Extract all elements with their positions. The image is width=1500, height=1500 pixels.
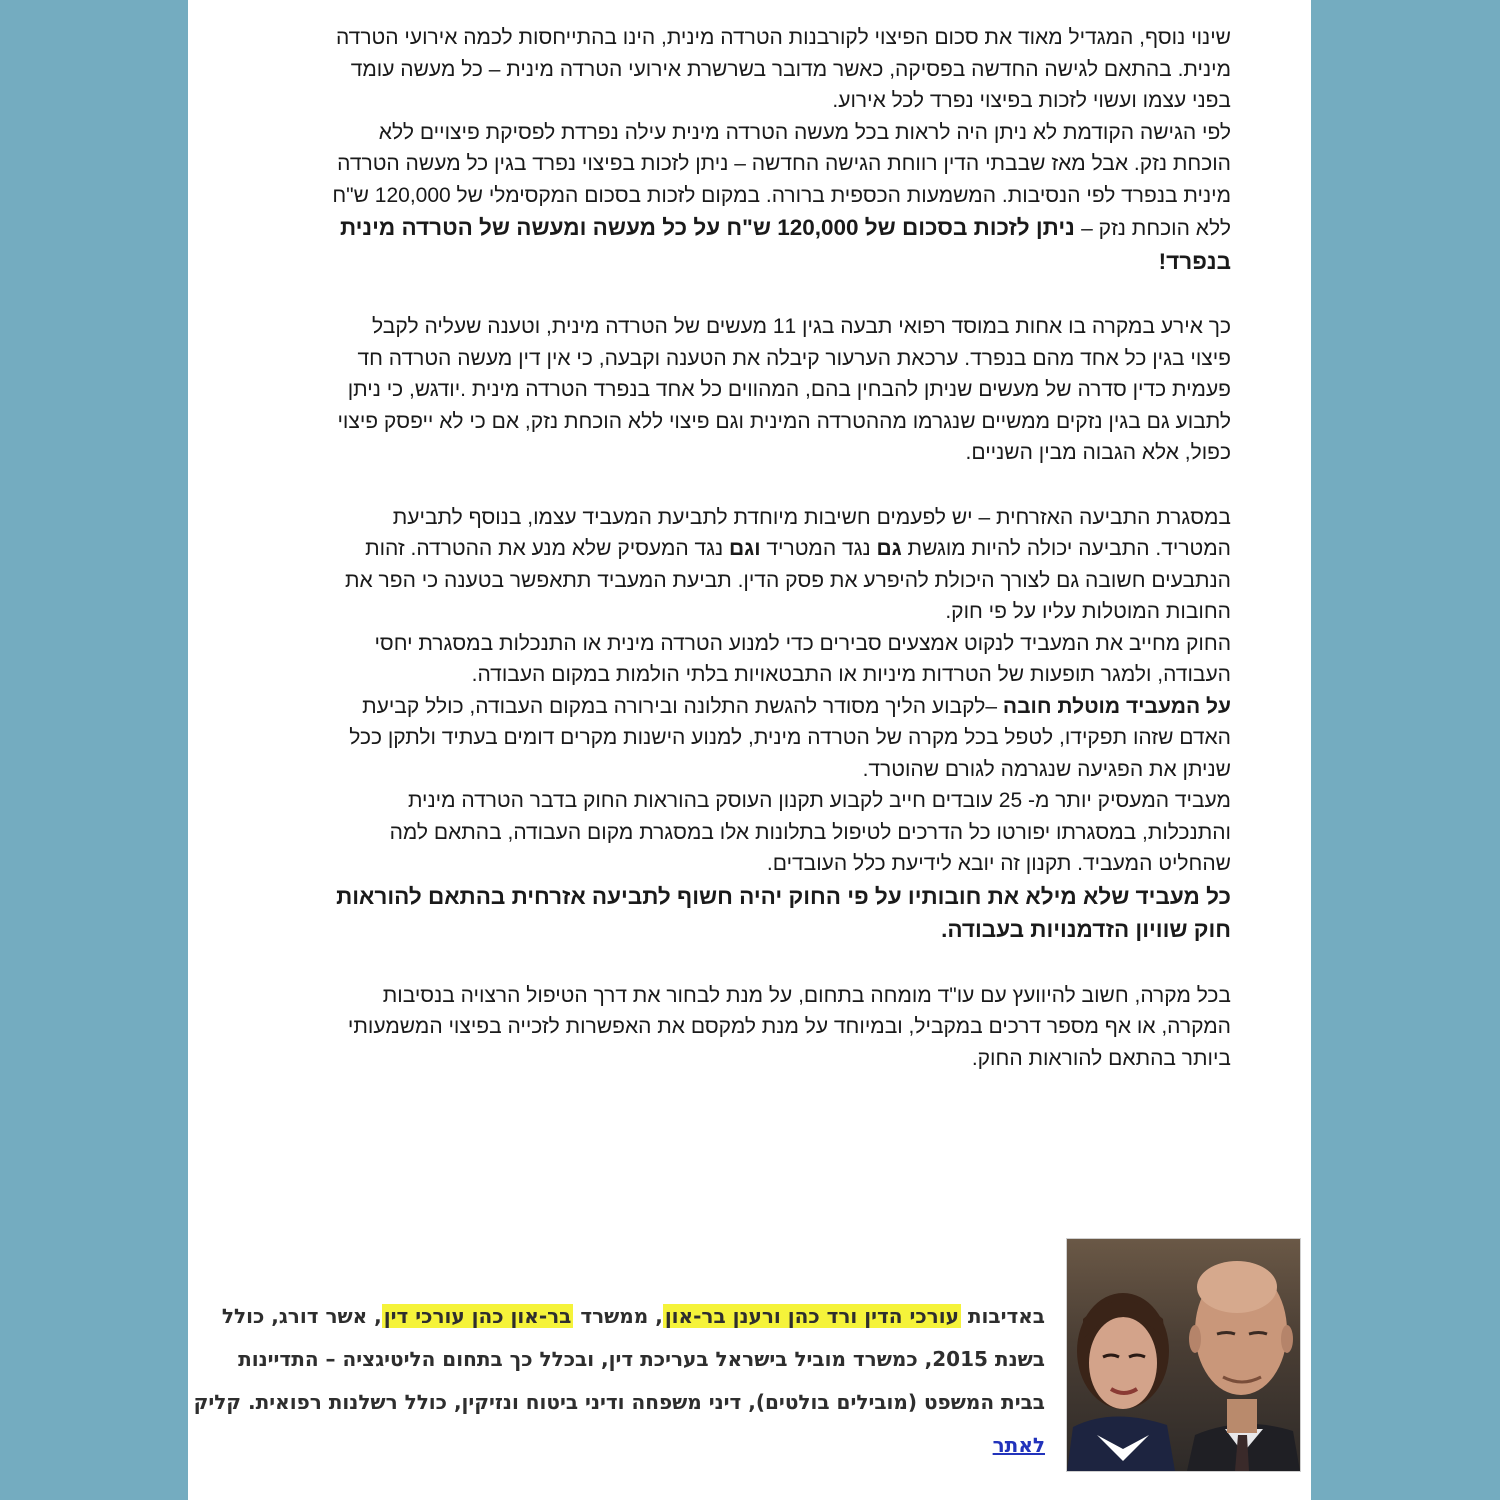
lawyers-photo bbox=[1066, 1238, 1301, 1472]
paragraph-employer-duty: על המעביד מוטלת חובה –לקבוע הליך מסודר להגשת התלונה ובירורה במקום העבודה, כולל קביעת האדם שזהו תפקידו, לטפל בכל מקרה של הטרדה מינית, למנוע הישנות מקרים דומים בעתיד ולתקן ככל שניתן את הפגיעה שנגרמה לגורם שהוטרד. bbox=[349, 694, 1231, 781]
website-link[interactable]: לאתר bbox=[992, 1433, 1045, 1457]
document-page bbox=[188, 0, 1311, 1500]
compensation-emphasis: ניתן לזכות בסכום של 120,000 ש"ח על כל מעשה ומעשה של הטרדה מינית בנפרד! bbox=[339, 215, 1231, 274]
paragraph-civil-suit: במסגרת התביעה האזרחית – יש לפעמים חשיבות מיוחדת לתביעת המעביד עצמו, בנוסף לתביעת המטריד. התביעה יכולה להיות מוגשת גם נגד המטריד וגם נגד המעסיק שלא מנע את ההטרדה. זהות הנתבעים חשובה גם לצורך היכולת להיפרע את פסק הדין. תביעת המעביד תתאפשר בטענה כי הפר את החובות המוטלות עליו על פי חוק. bbox=[345, 505, 1231, 623]
lawyers-names-highlight: עורכי הדין ורד כהן ורענן בר-און bbox=[664, 1304, 959, 1328]
paragraph-consult-lawyer: בכל מקרה, חשוב להיוועץ עם עו"ד מומחה בתחום, על מנת לבחור את דרך הטיפול הרצויה בנסיבות המקרה, או אף מספר דרכים במקביל, ובמיוחד על מנת למקסם את האפשרות לזכייה בפיצוי המשמעותי ביותר בהתאם להוראות החוק. bbox=[347, 983, 1231, 1070]
firm-name-highlight: בר-און כהן עורכי דין bbox=[383, 1304, 572, 1328]
article-body bbox=[328, 22, 1231, 1074]
paragraph-multiple-incidents: שינוי נוסף, המגדיל מאוד את סכום הפיצוי לקורבנות הטרדה מינית, הינו בהתייחסות לכמה אירועי הטרדה מינית. בהתאם לגישה החדשה בפסיקה, כאשר מדובר בשרשרת אירועי הטרדה מינית – כל מעשה עומד בפני עצמו ועשוי לזכות בפיצוי נפרד לכל אירוע. bbox=[336, 26, 1231, 112]
author-credit: באדיבות עורכי הדין ורד כהן ורענן בר-און, ממשרד בר-און כהן עורכי דין, אשר דורג, כולל בשנת 2015, כמשרד מוביל בישראל בעריכת דין, ובכלל כך בתחום הליטיגציה – התדיינות בבית המשפט (מובילים בולטים), דיני משפחה ודיני ביטוח ונזיקין, כולל רשלנות רפואית. קליק לאתר bbox=[193, 1304, 1045, 1457]
paragraph-liability-warning: כל מעביד שלא מילא את חובותיו על פי החוק יהיה חשוף לתביעה אזרחית בהתאם להוראות חוק שוויון הזדמנויות בעבודה. bbox=[336, 883, 1231, 942]
paragraph-regulations: מעביד המעסיק יותר מ- 25 עובדים חייב לקבוע תקנון העוסק בהוראות החוק בדבר הטרדה מינית והתנכלות, במסגרתו יפורטו כל הדרכים לטיפול בתלונות אלו במסגרת מקום העבודה, בהתאם למה שהחליט המעביד. תקנון זה יובא לידיעת כלל העובדים. bbox=[389, 789, 1231, 875]
paragraph-previous-approach: לפי הגישה הקודמת לא ניתן היה לראות בכל מעשה הטרדה מינית עילה נפרדת לפסיקת פיצויים ללא הוכחת נזק. אבל מאז שבבתי הדין רווחת הגישה החדשה – ניתן לזכות בפיצוי נפרד בגין כל מעשה הטרדה מינית בנפרד לפי הנסיבות. המשמעות הכספית ברורה. במקום לזכות בסכום המקסימלי של 120,000 ש"ח ללא הוכחת נזק – ניתן לזכות בסכום של 120,000 ש"ח על כל מעשה ומעשה של הטרדה מינית בנפרד! bbox=[332, 120, 1231, 274]
paragraph-employer-measures: החוק מחייב את המעביד לנקוט אמצעים סבירים כדי למנוע הטרדה מינית או התנכלות במסגרת יחסי העבודה, ולמגר תופעות של הטרדות מיניות או התבטאויות בלתי הולמות במקום העבודה. bbox=[374, 631, 1231, 686]
lawyers-portrait-image bbox=[1067, 1239, 1300, 1471]
paragraph-nurse-case: כך אירע במקרה בו אחות במוסד רפואי תבעה בגין 11 מעשים של הטרדה מינית, וטענה שעליה לקבל פיצוי בגין כל אחד מהם בנפרד. ערכאת הערעור קיבלה את הטענה וקבעה, כי אין דין מעשה הטרדה חד פעמית כדין סדרה של מעשים שניתן להבחין בהם, המהווים כל אחד בנפרד הטרדה מינית .יודגש, כי ניתן לתבוע גם בגין נזקים ממשיים שנגרמו מההטרדה המינית וגם פיצוי ללא הוכחת נזק, אם כי לא ייפסק פיצוי כפול, אלא הגבוה מבין השניים. bbox=[337, 315, 1231, 464]
